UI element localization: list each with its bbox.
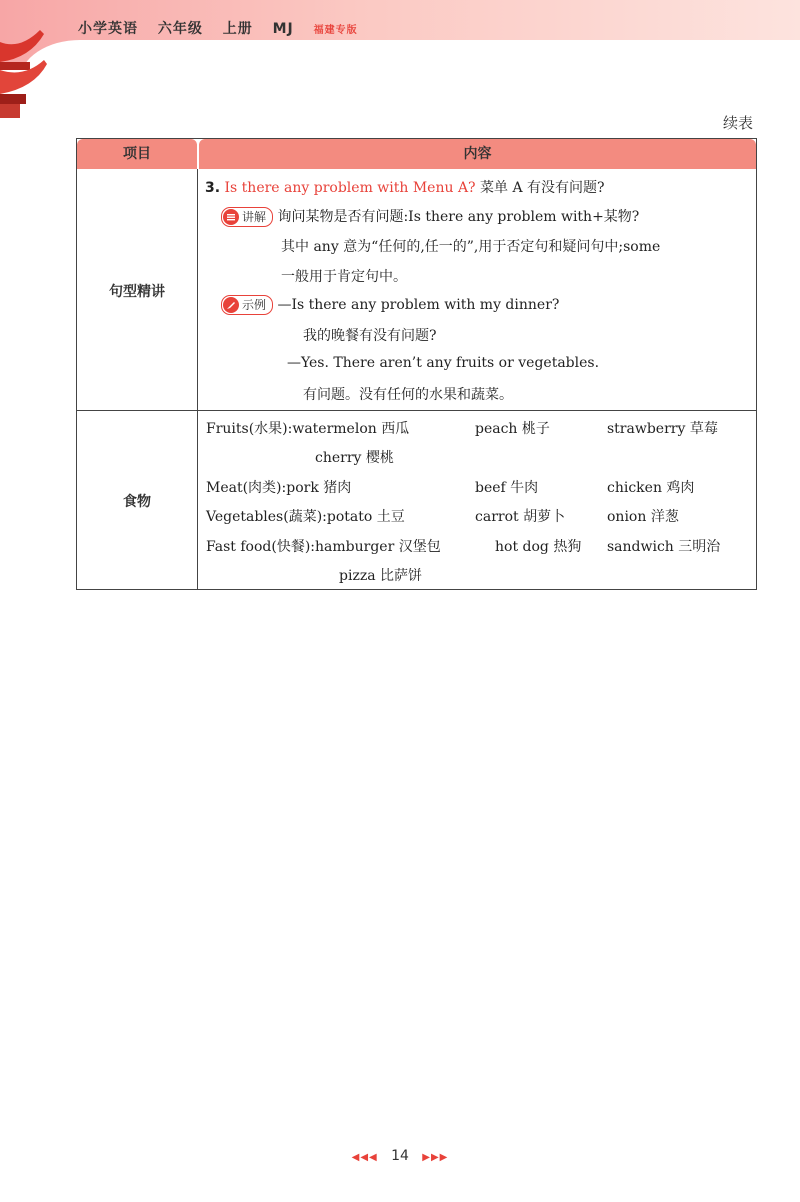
food-fastfood-2: hot dog 热狗: [495, 539, 582, 555]
pagoda-roof-icon: [0, 22, 48, 118]
header-curve: [20, 40, 800, 100]
header-edition-code: MJ: [272, 21, 294, 37]
explain-line-3: 一般用于肯定句中。: [281, 269, 407, 285]
header-subject: 小学英语: [78, 21, 138, 37]
food-fruits-4: cherry 樱桃: [315, 450, 394, 466]
food-fastfood-3: sandwich 三明治: [607, 539, 721, 555]
continued-label: 续表: [723, 114, 754, 132]
explain-line-2: 其中 any 意为“任何的,任一的”,用于否定句和疑问句中;some: [281, 239, 661, 255]
explain-text-1: 询问某物是否有问题:Is there any problem with+某物?: [277, 209, 640, 225]
example-badge-label: 示例: [242, 298, 267, 312]
book-header: [78, 18, 372, 38]
food-fruits-2: peach 桃子: [475, 421, 550, 437]
question-en: Is there any problem with Menu A?: [224, 180, 476, 196]
food-vegetables-2: carrot 胡萝卜: [475, 509, 566, 525]
example-line-2: 我的晚餐有没有问题?: [303, 328, 437, 344]
next-arrows-icon: ▶▶▶: [422, 1152, 449, 1163]
food-fruits-1: Fruits(水果):watermelon 西瓜: [206, 421, 410, 437]
sentence-item: [205, 177, 605, 197]
explain-icon: [223, 209, 239, 225]
page-footer: [0, 1148, 800, 1164]
table-header-content: 内容: [199, 139, 756, 169]
food-meat-2: beef 牛肉: [475, 480, 539, 496]
example-icon: [223, 297, 239, 313]
food-fastfood-4: pizza 比萨饼: [339, 568, 422, 584]
item-number: 3.: [205, 180, 221, 196]
example-line-3: —Yes. There aren’t any fruits or vegetables.: [287, 355, 600, 371]
food-meat-3: chicken 鸡肉: [607, 480, 695, 496]
example-line-1: [221, 295, 559, 315]
food-fastfood-1: Fast food(快餐):hamburger 汉堡包: [206, 539, 441, 555]
question-cn: 菜单 A 有没有问题?: [480, 180, 605, 196]
header-grade: 六年级: [157, 21, 203, 37]
column-divider: [197, 169, 198, 590]
explain-line-1: [221, 206, 639, 227]
explain-badge-label: 讲解: [242, 210, 267, 224]
table-header-item: 项目: [77, 139, 197, 169]
example-line-4: 有问题。没有任何的水果和蔬菜。: [303, 387, 513, 403]
row-label-food: 食物: [123, 494, 151, 510]
food-vegetables-3: onion 洋葱: [607, 509, 679, 525]
example-badge: [221, 295, 273, 315]
header-region-edition: 福建专版: [313, 25, 358, 36]
food-vegetables-1: Vegetables(蔬菜):potato 土豆: [206, 509, 405, 525]
row-label-sentence: 句型精讲: [109, 284, 165, 300]
food-fruits-3: strawberry 草莓: [607, 421, 718, 437]
content-table: [76, 138, 757, 590]
header-volume: 上册: [222, 21, 253, 37]
prev-arrows-icon: ◀◀◀: [351, 1152, 378, 1163]
explain-badge: [221, 207, 273, 227]
row-divider: [77, 410, 756, 411]
page-number: 14: [391, 1148, 409, 1164]
example-text-1: —Is there any problem with my dinner?: [277, 297, 560, 313]
food-meat-1: Meat(肉类):pork 猪肉: [206, 480, 352, 496]
